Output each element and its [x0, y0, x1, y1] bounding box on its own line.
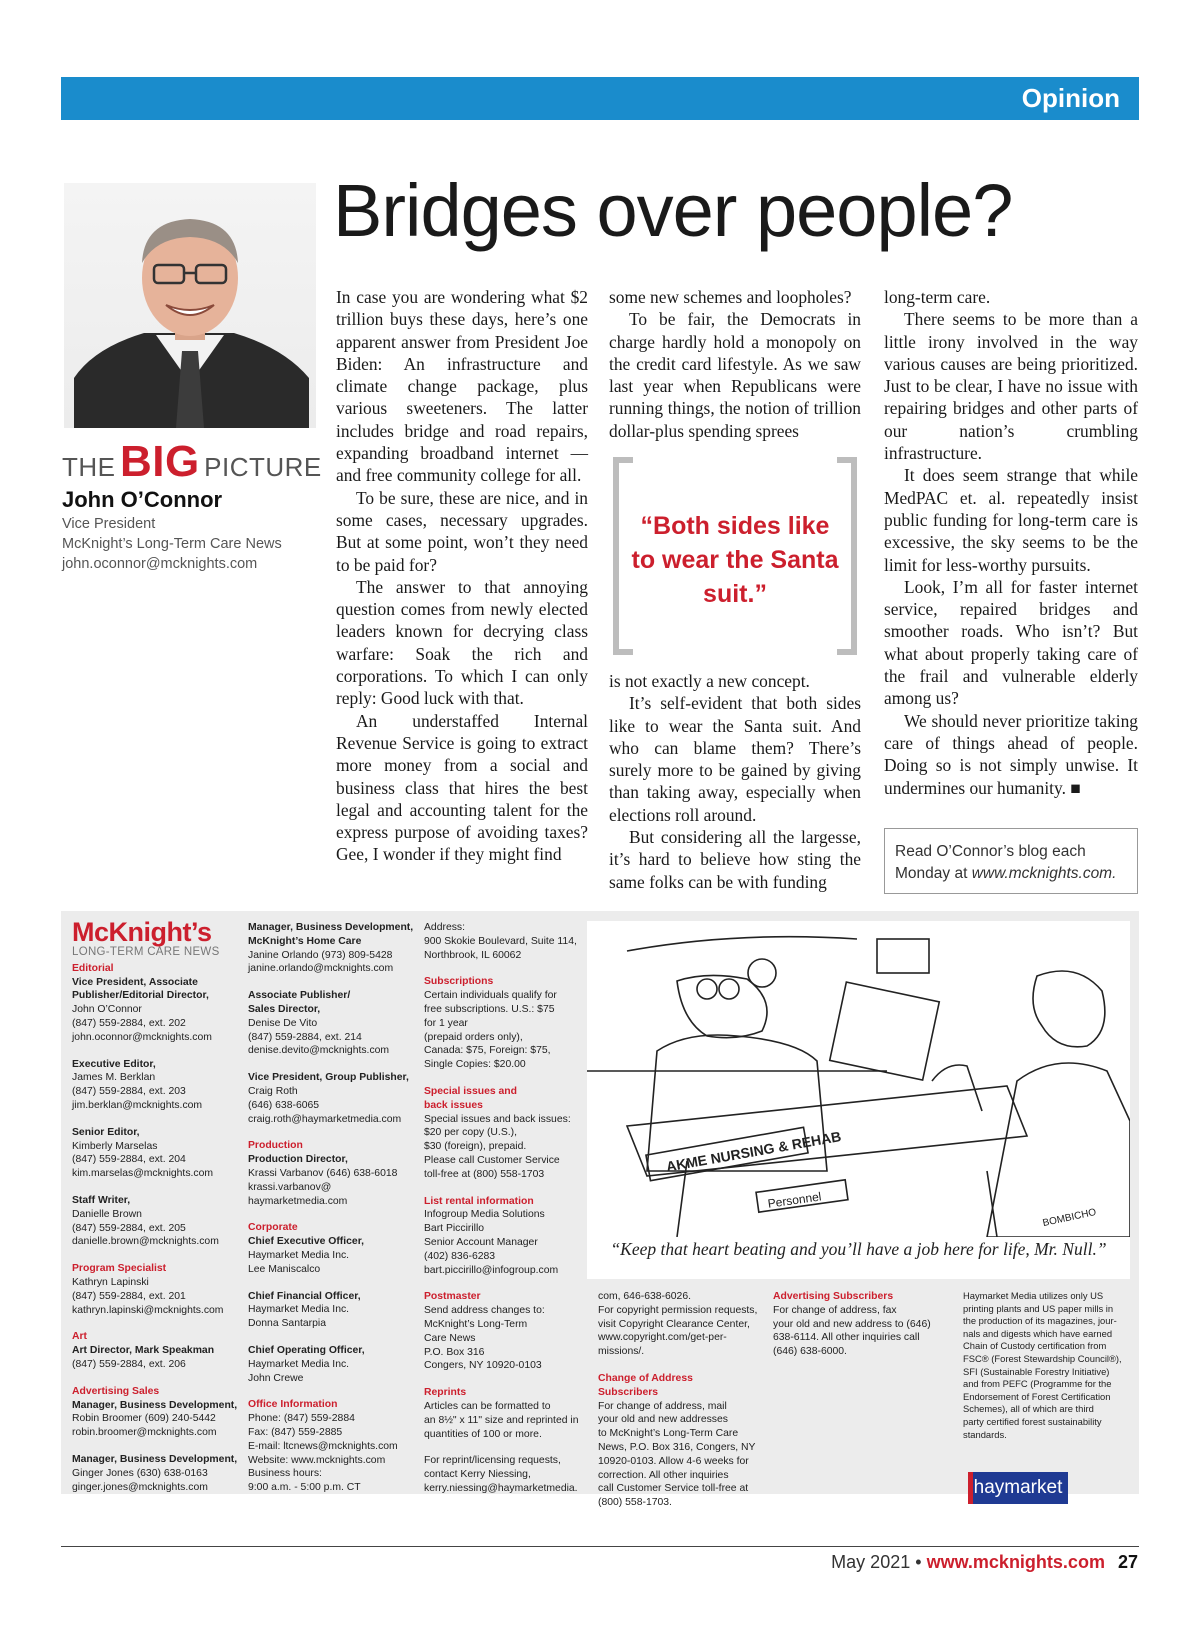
masthead-spacer	[424, 1182, 584, 1195]
masthead-entry: party certified forest sustainability	[963, 1415, 1102, 1427]
article-column-3	[884, 286, 1138, 799]
masthead-entry: Schemes), all of which are third	[963, 1403, 1094, 1415]
masthead-entry: 638-6114. All other inquiries call	[773, 1332, 920, 1344]
masthead-entry: visit Copyright Clearance Center,	[598, 1318, 750, 1330]
masthead-entry: Kimberly Marselas	[72, 1140, 158, 1152]
masthead-section-heading: Art	[72, 1331, 88, 1343]
masthead-entry: Please call Customer Service	[424, 1154, 560, 1166]
masthead-spacer	[248, 976, 416, 989]
masthead-entry: Send address changes to:	[424, 1305, 545, 1317]
footer-bullet: •	[915, 1552, 922, 1572]
masthead-entry: kim.marselas@mcknights.com	[72, 1168, 214, 1180]
masthead-entry: Vice President, Associate Publisher/Editorial Director,	[72, 976, 209, 1002]
masthead-column-5	[773, 1290, 938, 1359]
masthead-entry: FSC® (Forest Stewardship Council®),	[963, 1352, 1122, 1364]
masthead-entry: Haymarket Media Inc.	[248, 1358, 350, 1370]
masthead-list	[424, 921, 584, 1496]
masthead-entry: krassi.varbanov@	[248, 1181, 332, 1193]
masthead-entry: Single Copies: $20.00	[424, 1059, 526, 1071]
section-banner	[61, 77, 1139, 120]
masthead-entry: Bart Piccirillo	[424, 1223, 485, 1235]
blog-promo-box	[884, 828, 1138, 894]
masthead-entry: $30 (foreign), prepaid.	[424, 1141, 527, 1153]
article-paragraph: An understaffed Internal Revenue Service is going to extract more money from a social and business class that hires the best legal and accounting talent for the express purpose of avoiding taxes? Gee, I wonder if they might find	[336, 710, 588, 865]
article-paragraph: To be sure, these are nice, and in some cases, necessary upgrades. But at some point, won’t they need to be paid for?	[336, 487, 588, 575]
masthead-spacer	[72, 1372, 240, 1385]
masthead-entry: Phone: (847) 559-2884	[248, 1413, 355, 1425]
masthead-entry: (847) 559-2884, ext. 214	[248, 1031, 362, 1043]
article-paragraph: It does seem strange that while MedPAC et. al. repeatedly insist public funding for long-term care is excessive, the sky seems to be the limit for less-worthy pursuits.	[884, 465, 1138, 575]
article-paragraph: To be fair, the Democrats in charge hardly hold a monopoly on the credit card lifestyle. As we saw last year when Republicans were running things, the notion of trillion dollar-plus spending sprees	[609, 309, 861, 441]
masthead-entry: Donna Santarpia	[248, 1318, 326, 1330]
issue-date: May 2021	[831, 1552, 911, 1572]
masthead-entry: Janine Orlando (973) 809-5428	[248, 949, 393, 961]
masthead-entry: SFI (Sustainable Forestry Initiative)	[963, 1365, 1110, 1377]
masthead-entry: Vice President, Group Publisher,	[248, 1072, 409, 1084]
masthead-spacer	[424, 1441, 584, 1454]
masthead-entry: an 8½" x 11" size and reprinted in	[424, 1414, 579, 1426]
masthead-entry: Website: www.mcknights.com	[248, 1454, 386, 1466]
masthead-entry: toll-free at (800) 558-1703	[424, 1168, 545, 1180]
pull-quote-left-bracket	[613, 457, 633, 655]
masthead-entry: com, 646-638-6026.	[598, 1291, 691, 1302]
masthead-list	[773, 1290, 938, 1359]
masthead-entry: 900 Skokie Boulevard, Suite 114,	[424, 935, 577, 947]
masthead-entry: Haymarket Media Inc.	[248, 1249, 350, 1261]
masthead-spacer	[248, 1385, 416, 1398]
masthead-entry: (847) 559-2884, ext. 201	[72, 1290, 186, 1302]
masthead-entry: Staff Writer,	[72, 1194, 131, 1206]
cartoon-nameplate: Personnel	[766, 1189, 823, 1211]
masthead-entry: (646) 638-6065	[248, 1099, 320, 1111]
masthead-entry: for 1 year	[424, 1017, 468, 1029]
footer-rule	[61, 1546, 1139, 1547]
masthead-entry: Senior Account Manager	[424, 1236, 538, 1248]
masthead-spacer	[72, 1317, 240, 1330]
masthead-entry: (847) 559-2884, ext. 203	[72, 1086, 186, 1098]
article-paragraph: There seems to be more than a little irony involved in the way various causes are being prioritized. Just to be clear, I have no issue with repairing bridges and other parts of our nation’s crumbling infrastructure.	[884, 309, 1138, 464]
masthead-column-4	[598, 1290, 763, 1510]
masthead-entry: Lee Maniscalco	[248, 1263, 321, 1275]
masthead-section-heading: Reprints	[424, 1387, 467, 1399]
pull-quote-text: “Both sides like to wear the Santa suit.”	[631, 512, 839, 608]
cartoon-sign: AKME NURSING & REHAB	[664, 1128, 843, 1175]
article-column-2-bottom	[609, 670, 861, 893]
masthead-entry: Danielle Brown	[72, 1208, 142, 1220]
masthead-entry: haymarketmedia.com	[248, 1195, 348, 1207]
masthead-entry: $20 per copy (U.S.),	[424, 1127, 517, 1139]
author-email[interactable]: john.oconnor@mcknights.com	[62, 556, 258, 572]
blog-promo-link[interactable]: www.mcknights.com.	[971, 865, 1117, 882]
masthead-entry: Ginger Jones (630) 638-0163	[72, 1467, 208, 1479]
masthead-spacer	[424, 962, 584, 975]
masthead-entry: craig.roth@haymarketmedia.com	[248, 1113, 402, 1125]
masthead-entry: correction. All other inquiries	[598, 1469, 729, 1481]
masthead-entry: Denise De Vito	[248, 1017, 318, 1029]
masthead-entry: News, P.O. Box 316, Congers, NY	[598, 1441, 756, 1453]
masthead-column-2	[248, 921, 416, 1495]
masthead-entry: kathryn.lapinski@mcknights.com	[72, 1304, 224, 1316]
author-name: John O’Connor	[62, 487, 223, 512]
article-paragraph: Look, I’m all for faster internet service, repaired bridges and smoother roads. Who isn’t? But what about properly taking care of the frail and vulnerable elderly among us?	[884, 576, 1138, 709]
masthead-entry: nals and digests which have earned	[963, 1327, 1113, 1339]
author-title: Vice President	[62, 516, 156, 532]
masthead-list	[963, 1290, 1123, 1441]
masthead-entry: (402) 836-6283	[424, 1250, 496, 1262]
masthead-entry: John O’Connor	[72, 1004, 142, 1016]
masthead-section-heading: Advertising Sales	[72, 1385, 160, 1397]
masthead-entry: P.O. Box 316	[424, 1346, 485, 1358]
cartoon-signature: BOMBICHO	[1041, 1206, 1098, 1230]
masthead-entry: the production of its magazines, jour-	[963, 1315, 1117, 1327]
masthead-list	[72, 962, 240, 1495]
masthead-entry: Fax: (847) 559-2885	[248, 1426, 343, 1438]
masthead-column-3	[424, 921, 584, 1496]
branding-big: BIG	[119, 437, 200, 486]
masthead-entry: (847) 559-2884, ext. 204	[72, 1154, 186, 1166]
section-label: Opinion	[1021, 83, 1120, 113]
masthead-entry: Chief Executive Officer,	[248, 1236, 365, 1248]
masthead-entry: (847) 559-2884, ext. 205	[72, 1222, 186, 1234]
masthead-entry: Kathryn Lapinski	[72, 1276, 149, 1288]
masthead-section-heading: Special issues and	[424, 1085, 517, 1097]
masthead-section-heading: List rental information	[424, 1195, 534, 1207]
masthead-entry: your old and new addresses	[598, 1414, 728, 1426]
masthead-spacer	[72, 1113, 240, 1126]
masthead-entry: quantities of 100 or more.	[424, 1428, 542, 1440]
brand-logo: McKnight’s	[72, 917, 212, 947]
masthead-list	[248, 921, 416, 1495]
masthead-entry: janine.orlando@mcknights.com	[248, 963, 394, 975]
masthead-entry: Infogroup Media Solutions	[424, 1209, 545, 1221]
masthead-entry: 10920-0103. Allow 4-6 weeks for	[598, 1455, 749, 1467]
haymarket-logo: haymarket	[968, 1472, 1068, 1504]
cartoon-illustration	[587, 921, 1130, 1237]
masthead-entry: Art Director, Mark Speakman	[72, 1345, 215, 1357]
masthead-entry: Senior Editor,	[72, 1126, 140, 1138]
masthead-entry: Northbrook, IL 60062	[424, 949, 522, 961]
article-paragraph: We should never prioritize taking care of things ahead of people. Doing so is not simply unwise. It undermines our humanity. ■	[884, 710, 1138, 798]
masthead-entry: (prepaid orders only),	[424, 1031, 523, 1043]
masthead-entry: john.oconnor@mcknights.com	[72, 1031, 212, 1043]
author-portrait-illustration	[64, 183, 316, 428]
masthead-entry: For change of address, mail	[598, 1400, 727, 1412]
masthead-entry: McKnight’s Long-Term	[424, 1318, 528, 1330]
masthead-section-heading: Office Information	[248, 1399, 338, 1411]
masthead-entry: James M. Berklan	[72, 1072, 156, 1084]
masthead-section-heading: Subscribers	[598, 1386, 659, 1398]
masthead-entry: ginger.jones@mcknights.com	[72, 1481, 208, 1493]
masthead-spacer	[424, 1072, 584, 1085]
masthead-entry: Manager, Business Development,	[72, 1453, 238, 1465]
masthead-section-heading: Advertising Subscribers	[773, 1291, 894, 1302]
cartoon-caption: “Keep that heart beating and you’ll have a job here for life, Mr. Null.”	[610, 1239, 1107, 1259]
author-photo	[64, 183, 316, 428]
masthead-entry: to McKnight’s Long-Term Care	[598, 1428, 739, 1440]
masthead-entry: Certain individuals qualify for	[424, 990, 557, 1002]
masthead-entry: Production Director,	[248, 1154, 348, 1166]
masthead-entry: (646) 638-6000.	[773, 1346, 847, 1358]
brand-subtitle: LONG-TERM CARE NEWS	[72, 946, 220, 958]
masthead-spacer	[72, 1440, 240, 1453]
article-paragraph: In case you are wondering what $2 trillion buys these days, here’s one apparent answer from President Joe Biden: An infrastructure and climate change package, plus various sweeteners. The latter includes bridge and road repairs, expanding broadband internet — and free community college for all.	[336, 287, 588, 486]
masthead-spacer	[424, 1373, 584, 1386]
masthead-spacer	[424, 1277, 584, 1290]
footer-url[interactable]: www.mcknights.com	[926, 1552, 1105, 1572]
masthead-spacer	[598, 1359, 763, 1372]
masthead-entry: Chief Operating Officer,	[248, 1344, 365, 1356]
masthead-entry: your old and new address to (646)	[773, 1318, 931, 1330]
masthead-spacer	[248, 1126, 416, 1139]
masthead-entry: robin.broomer@mcknights.com	[72, 1427, 217, 1439]
masthead-entry: McKnight’s Home Care	[248, 935, 362, 947]
article-paragraph: is not exactly a new concept.	[609, 671, 810, 691]
masthead-entry: Sales Director,	[248, 1003, 321, 1015]
masthead-entry: (847) 559-2884, ext. 206	[72, 1358, 186, 1370]
masthead-entry: Haymarket Media utilizes only US	[963, 1290, 1104, 1301]
masthead-entry: E-mail: ltcnews@mcknights.com	[248, 1440, 398, 1452]
masthead-column-6	[963, 1290, 1123, 1441]
masthead-entry: For reprint/licensing requests,	[424, 1455, 561, 1467]
masthead-spacer	[72, 1249, 240, 1262]
masthead-entry: standards.	[963, 1428, 1007, 1440]
masthead-section-heading: Production	[248, 1140, 303, 1152]
masthead-entry: Associate Publisher/	[248, 990, 351, 1002]
masthead-section-heading: Postmaster	[424, 1291, 481, 1303]
page-footer	[831, 1552, 1138, 1573]
branding-picture: PICTURE	[204, 452, 322, 482]
author-publication: McKnight’s Long-Term Care News	[62, 536, 282, 552]
masthead-entry: (800) 558-1703.	[598, 1497, 672, 1509]
masthead-spacer	[72, 1181, 240, 1194]
headline: Bridges over people?	[333, 169, 1013, 252]
masthead-entry: Robin Broomer (609) 240-5442	[72, 1413, 216, 1425]
article-column-1	[336, 286, 588, 866]
masthead-entry: Manager, Business Development,	[72, 1399, 238, 1411]
masthead-entry: Craig Roth	[248, 1085, 298, 1097]
masthead-spacer	[248, 1331, 416, 1344]
masthead-entry: John Crewe	[248, 1372, 304, 1384]
masthead-section-heading: Subscriptions	[424, 976, 494, 988]
branding-the: THE	[62, 452, 116, 482]
masthead-entry: For copyright permission requests,	[598, 1304, 758, 1316]
masthead-spacer	[248, 1208, 416, 1221]
masthead-entry: bart.piccirillo@infogroup.com	[424, 1264, 559, 1276]
masthead-entry: denise.devito@mcknights.com	[248, 1045, 390, 1057]
masthead-entry: Executive Editor,	[72, 1058, 156, 1070]
masthead-entry: danielle.brown@mcknights.com	[72, 1236, 219, 1248]
masthead-section-heading: Editorial	[72, 962, 114, 974]
masthead-entry: Chain of Custody certification from	[963, 1340, 1107, 1352]
masthead-entry: Endorsement of Forest Certification	[963, 1390, 1111, 1402]
masthead-entry: contact Kerry Niessing,	[424, 1469, 531, 1481]
masthead-spacer	[248, 1277, 416, 1290]
masthead-entry: printing plants and US paper mills in	[963, 1302, 1114, 1314]
masthead-section-heading: Change of Address	[598, 1372, 693, 1384]
masthead-list	[598, 1290, 763, 1510]
masthead-spacer	[72, 1045, 240, 1058]
masthead-entry: free subscriptions. U.S.: $75	[424, 1003, 555, 1015]
pull-quote-right-bracket	[837, 457, 857, 655]
masthead-spacer	[248, 1058, 416, 1071]
masthead-entry: Manager, Business Development,	[248, 922, 414, 933]
masthead-entry: call Customer Service toll-free at	[598, 1483, 749, 1495]
masthead-entry: Haymarket Media Inc.	[248, 1304, 350, 1316]
masthead-entry: jim.berklan@mcknights.com	[72, 1099, 203, 1111]
masthead-section-heading: Program Specialist	[72, 1263, 167, 1275]
masthead-entry: Krassi Varbanov (646) 638-6018	[248, 1167, 398, 1179]
masthead-entry: 9:00 a.m. - 5:00 p.m. CT	[248, 1482, 361, 1494]
masthead-entry: and from PEFC (Programme for the	[963, 1378, 1112, 1390]
blog-promo-text: Read O’Connor’s blog each Monday at	[895, 843, 1086, 882]
masthead-section-heading: back issues	[424, 1099, 483, 1111]
masthead-entry: Special issues and back issues:	[424, 1113, 571, 1125]
masthead-entry: Care News	[424, 1332, 476, 1344]
cartoon	[587, 921, 1130, 1279]
masthead-section-heading: Corporate	[248, 1222, 298, 1234]
masthead-entry: Canada: $75, Foreign: $75,	[424, 1045, 551, 1057]
masthead-entry: kerry.niessing@haymarketmedia.	[424, 1482, 578, 1494]
article-paragraph: some new schemes and loopholes?	[609, 287, 852, 307]
masthead-entry: Articles can be formatted to	[424, 1400, 551, 1412]
pull-quote	[609, 457, 861, 655]
article-paragraph: It’s self-evident that both sides like to wear the Santa suit. And who can blame them? There’s surely more to be gained by giving than taking away, especially when elections roll around.	[609, 693, 861, 825]
masthead-column-1	[72, 918, 240, 1494]
article-column-2-top	[609, 286, 861, 442]
masthead-entry: Chief Financial Officer,	[248, 1290, 361, 1302]
page-number: 27	[1117, 1552, 1138, 1572]
masthead-entry: www.copyright.com/get-per-	[598, 1332, 727, 1344]
article-paragraph: The answer to that annoying question comes from newly elected leaders known for decrying class warfare: Soak the rich and corporations. To which I can only reply: Good luck with that.	[336, 576, 588, 709]
masthead-entry: Congers, NY 10920-0103	[424, 1360, 542, 1372]
masthead-entry: missions/.	[598, 1346, 645, 1358]
masthead-entry: For change of address, fax	[773, 1304, 897, 1316]
masthead-entry: Business hours:	[248, 1468, 322, 1480]
masthead-entry: Address:	[424, 922, 466, 933]
column-branding	[62, 437, 322, 486]
article-paragraph: But considering all the largesse, it’s hard to believe how sting the same folks can be with funding	[609, 827, 861, 892]
article-paragraph: long-term care.	[884, 287, 991, 307]
masthead-entry: (847) 559-2884, ext. 202	[72, 1017, 186, 1029]
